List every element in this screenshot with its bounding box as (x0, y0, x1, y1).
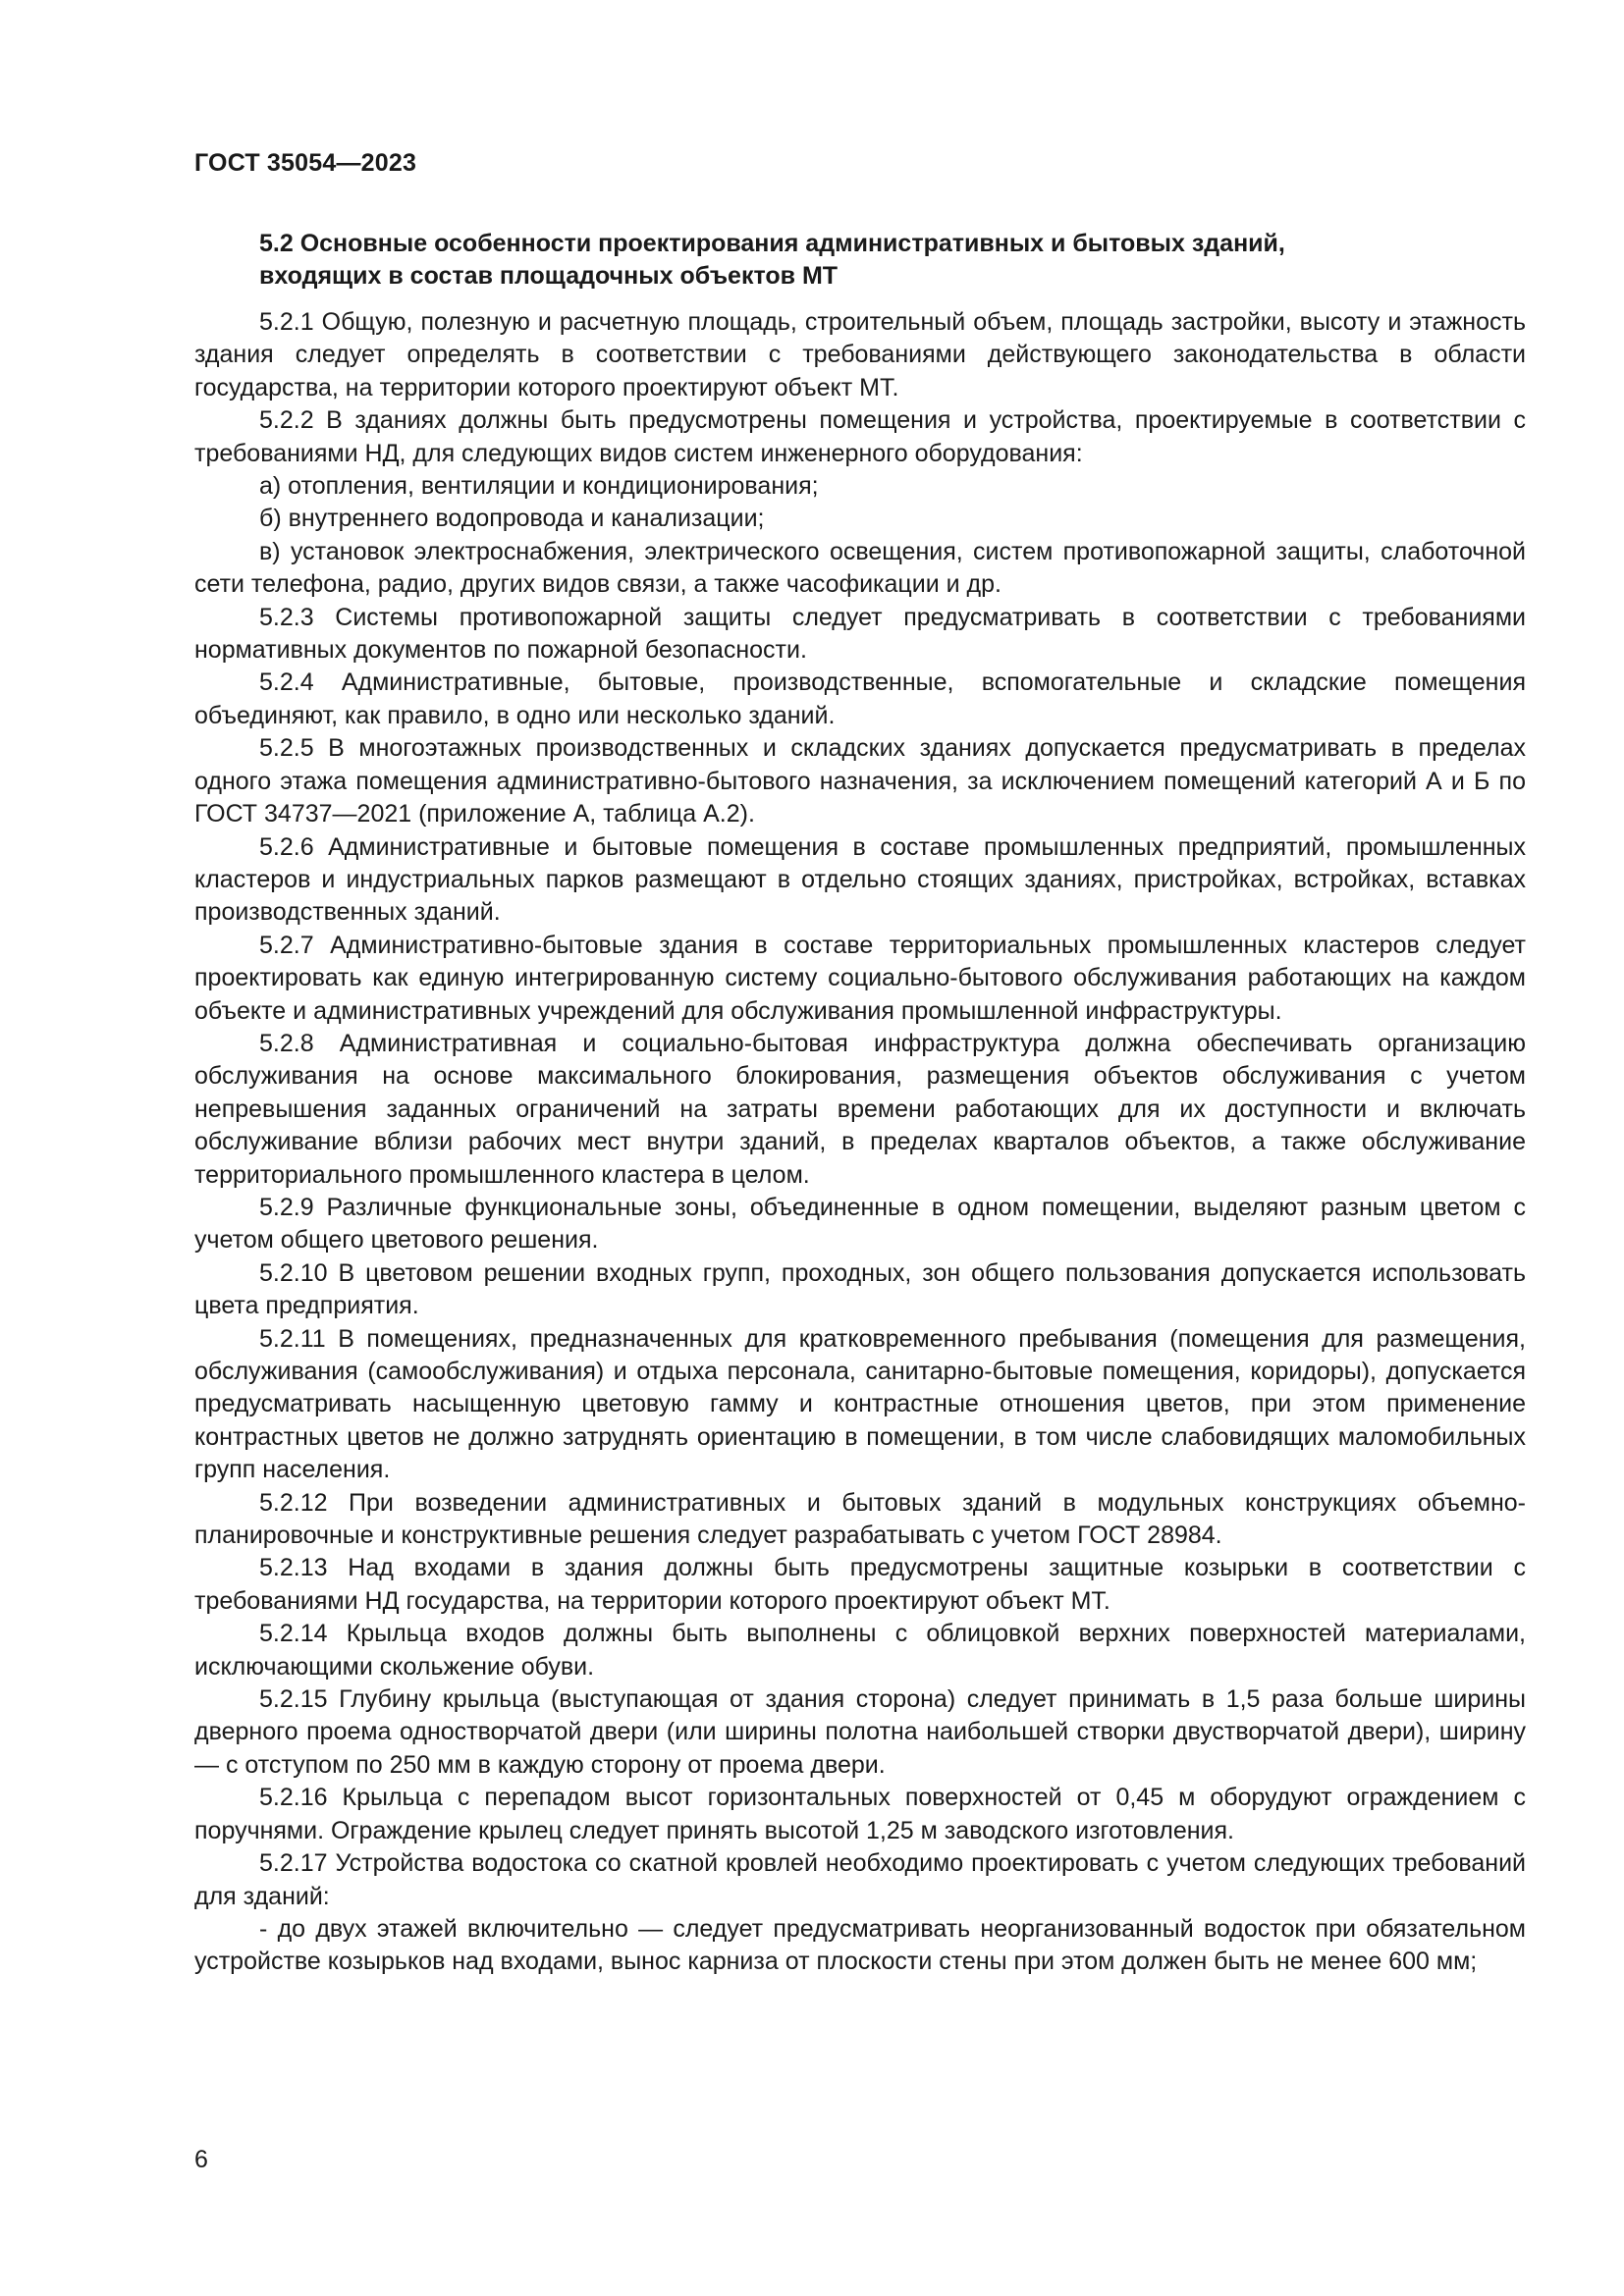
paragraph-5-2-16: 5.2.16 Крыльца с перепадом высот горизонтальных поверхностей от 0,45 м оборудуют ограждением с поручнями. Ограждение крылец следует принять высотой 1,25 м заводского изготовления. (194, 1784, 1526, 1844)
paragraph-5-2-3: 5.2.3 Системы противопожарной защиты следует предусматривать в соответствии с требованиями нормативных документов по пожарной безопасности. (194, 603, 1526, 665)
paragraph-5-2-5: 5.2.5 В многоэтажных производственных и складских зданиях допускается предусматривать в пределах одного этажа помещения административно-бытового назначения, за исключением помещений категорий А и Б по ГОСТ 34737—2021 (приложение А, таблица А.2). (194, 734, 1526, 828)
list-item-a: а) отопления, вентиляции и кондиционирования; (259, 472, 819, 501)
section-title (259, 228, 1526, 293)
paragraph-5-2-6: 5.2.6 Административные и бытовые помещения в составе промышленных предприятий, промышленных кластеров и индустриальных парков размещают в отдельно стоящих зданиях, пристройках, встройках, вставках производственных зданий. (194, 832, 1526, 927)
paragraph-5-2-10: 5.2.10 В цветовом решении входных групп, проходных, зон общего пользования допускается использовать цвета предприятия. (194, 1258, 1526, 1320)
list-item-v: в) установок электроснабжения, электрического освещения, систем противопожарной защиты, слаботочной сети телефона, радио, других видов связи, а также часофикации и др. (194, 537, 1526, 599)
paragraph-5-2-4: 5.2.4 Административные, бытовые, производственные, вспомогательные и складские помещения объединяют, как правило, в одно или несколько зданий. (194, 668, 1526, 729)
section-title-line-1: 5.2 Основные особенности проектирования административных и бытовых зданий, (259, 230, 1285, 257)
paragraph-5-2-7: 5.2.7 Административно-бытовые здания в составе территориальных промышленных кластеров следует проектировать как единую интегрированную систему социально-бытового обслуживания работающих на каждом объекте и административных учреждений для обслуживания промышленной инфраструктуры. (194, 931, 1526, 1025)
paragraph-5-2-13: 5.2.13 Над входами в здания должны быть предусмотрены защитные козырьки в соответствии с требованиями НД государства, на территории которого проектируют объект МТ. (194, 1554, 1526, 1615)
list-item-dash: - до двух этажей включительно — следует предусматривать неорганизованный водосток при обязательном устройстве козырьков над входами, вынос карниза от плоскости стены при этом должен быть не менее 600 мм; (194, 1914, 1526, 1976)
body-text (194, 306, 1526, 1979)
paragraph-5-2-2: 5.2.2 В зданиях должны быть предусмотрены помещения и устройства, проектируемые в соответствии с требованиями НД, для следующих видов систем инженерного оборудования: (194, 406, 1526, 467)
paragraph-5-2-12: 5.2.12 При возведении административных и бытовых зданий в модульных конструкциях объемно-планировочные и конструктивные решения следует разрабатывать с учетом ГОСТ 28984. (194, 1488, 1526, 1550)
section-title-line-2: входящих в состав площадочных объектов МТ (259, 262, 839, 290)
paragraph-5-2-8: 5.2.8 Административная и социально-бытовая инфраструктура должна обеспечивать организацию обслуживания на основе максимального блокирования, размещения объектов обслуживания с учетом непревышения заданных ограничений на затраты времени работающих для их доступности и включать обслуживание вблизи рабочих мест внутри зданий, в пределах кварталов объектов, а также обслуживание территориального промышленного кластера в целом. (194, 1029, 1526, 1189)
paragraph-5-2-1: 5.2.1 Общую, полезную и расчетную площадь, строительный объем, площадь застройки, высоту и этажность здания следует определять в соответствии с требованиями действующего законодательства в области государства, на территории которого проектируют объект МТ. (194, 308, 1526, 401)
paragraph-5-2-17: 5.2.17 Устройства водостока со скатной кровлей необходимо проектировать с учетом следующих требований для зданий: (194, 1849, 1526, 1910)
paragraph-5-2-15: 5.2.15 Глубину крыльца (выступающая от здания сторона) следует принимать в 1,5 раза больше ширины дверного проема одностворчатой двери (или ширины полотна наибольшей створки двустворчатой двери), ширину — с отступом по 250 мм в каждую сторону от проема двери. (194, 1685, 1526, 1779)
paragraph-5-2-14: 5.2.14 Крыльца входов должны быть выполнены с облицовкой верхних поверхностей материалами, исключающими скольжение обуви. (194, 1620, 1526, 1681)
list-item-b: б) внутреннего водопровода и канализации; (259, 505, 765, 533)
paragraph-5-2-9: 5.2.9 Различные функциональные зоны, объединенные в одном помещении, выделяют разным цветом с учетом общего цветового решения. (194, 1193, 1526, 1255)
page-number: 6 (194, 2146, 208, 2173)
document-header: ГОСТ 35054—2023 (194, 149, 417, 177)
paragraph-5-2-11: 5.2.11 В помещениях, предназначенных для кратковременного пребывания (помещения для размещения, обслуживания (самообслуживания) и отдыха персонала, санитарно-бытовые помещения, коридоры), допускается предусматривать насыщенную цветовую гамму и контрастные отношения цветов, при этом применение контрастных цветов не должно затруднять ориентацию в помещении, в том числе слабовидящих маломобильных групп населения. (194, 1324, 1526, 1484)
